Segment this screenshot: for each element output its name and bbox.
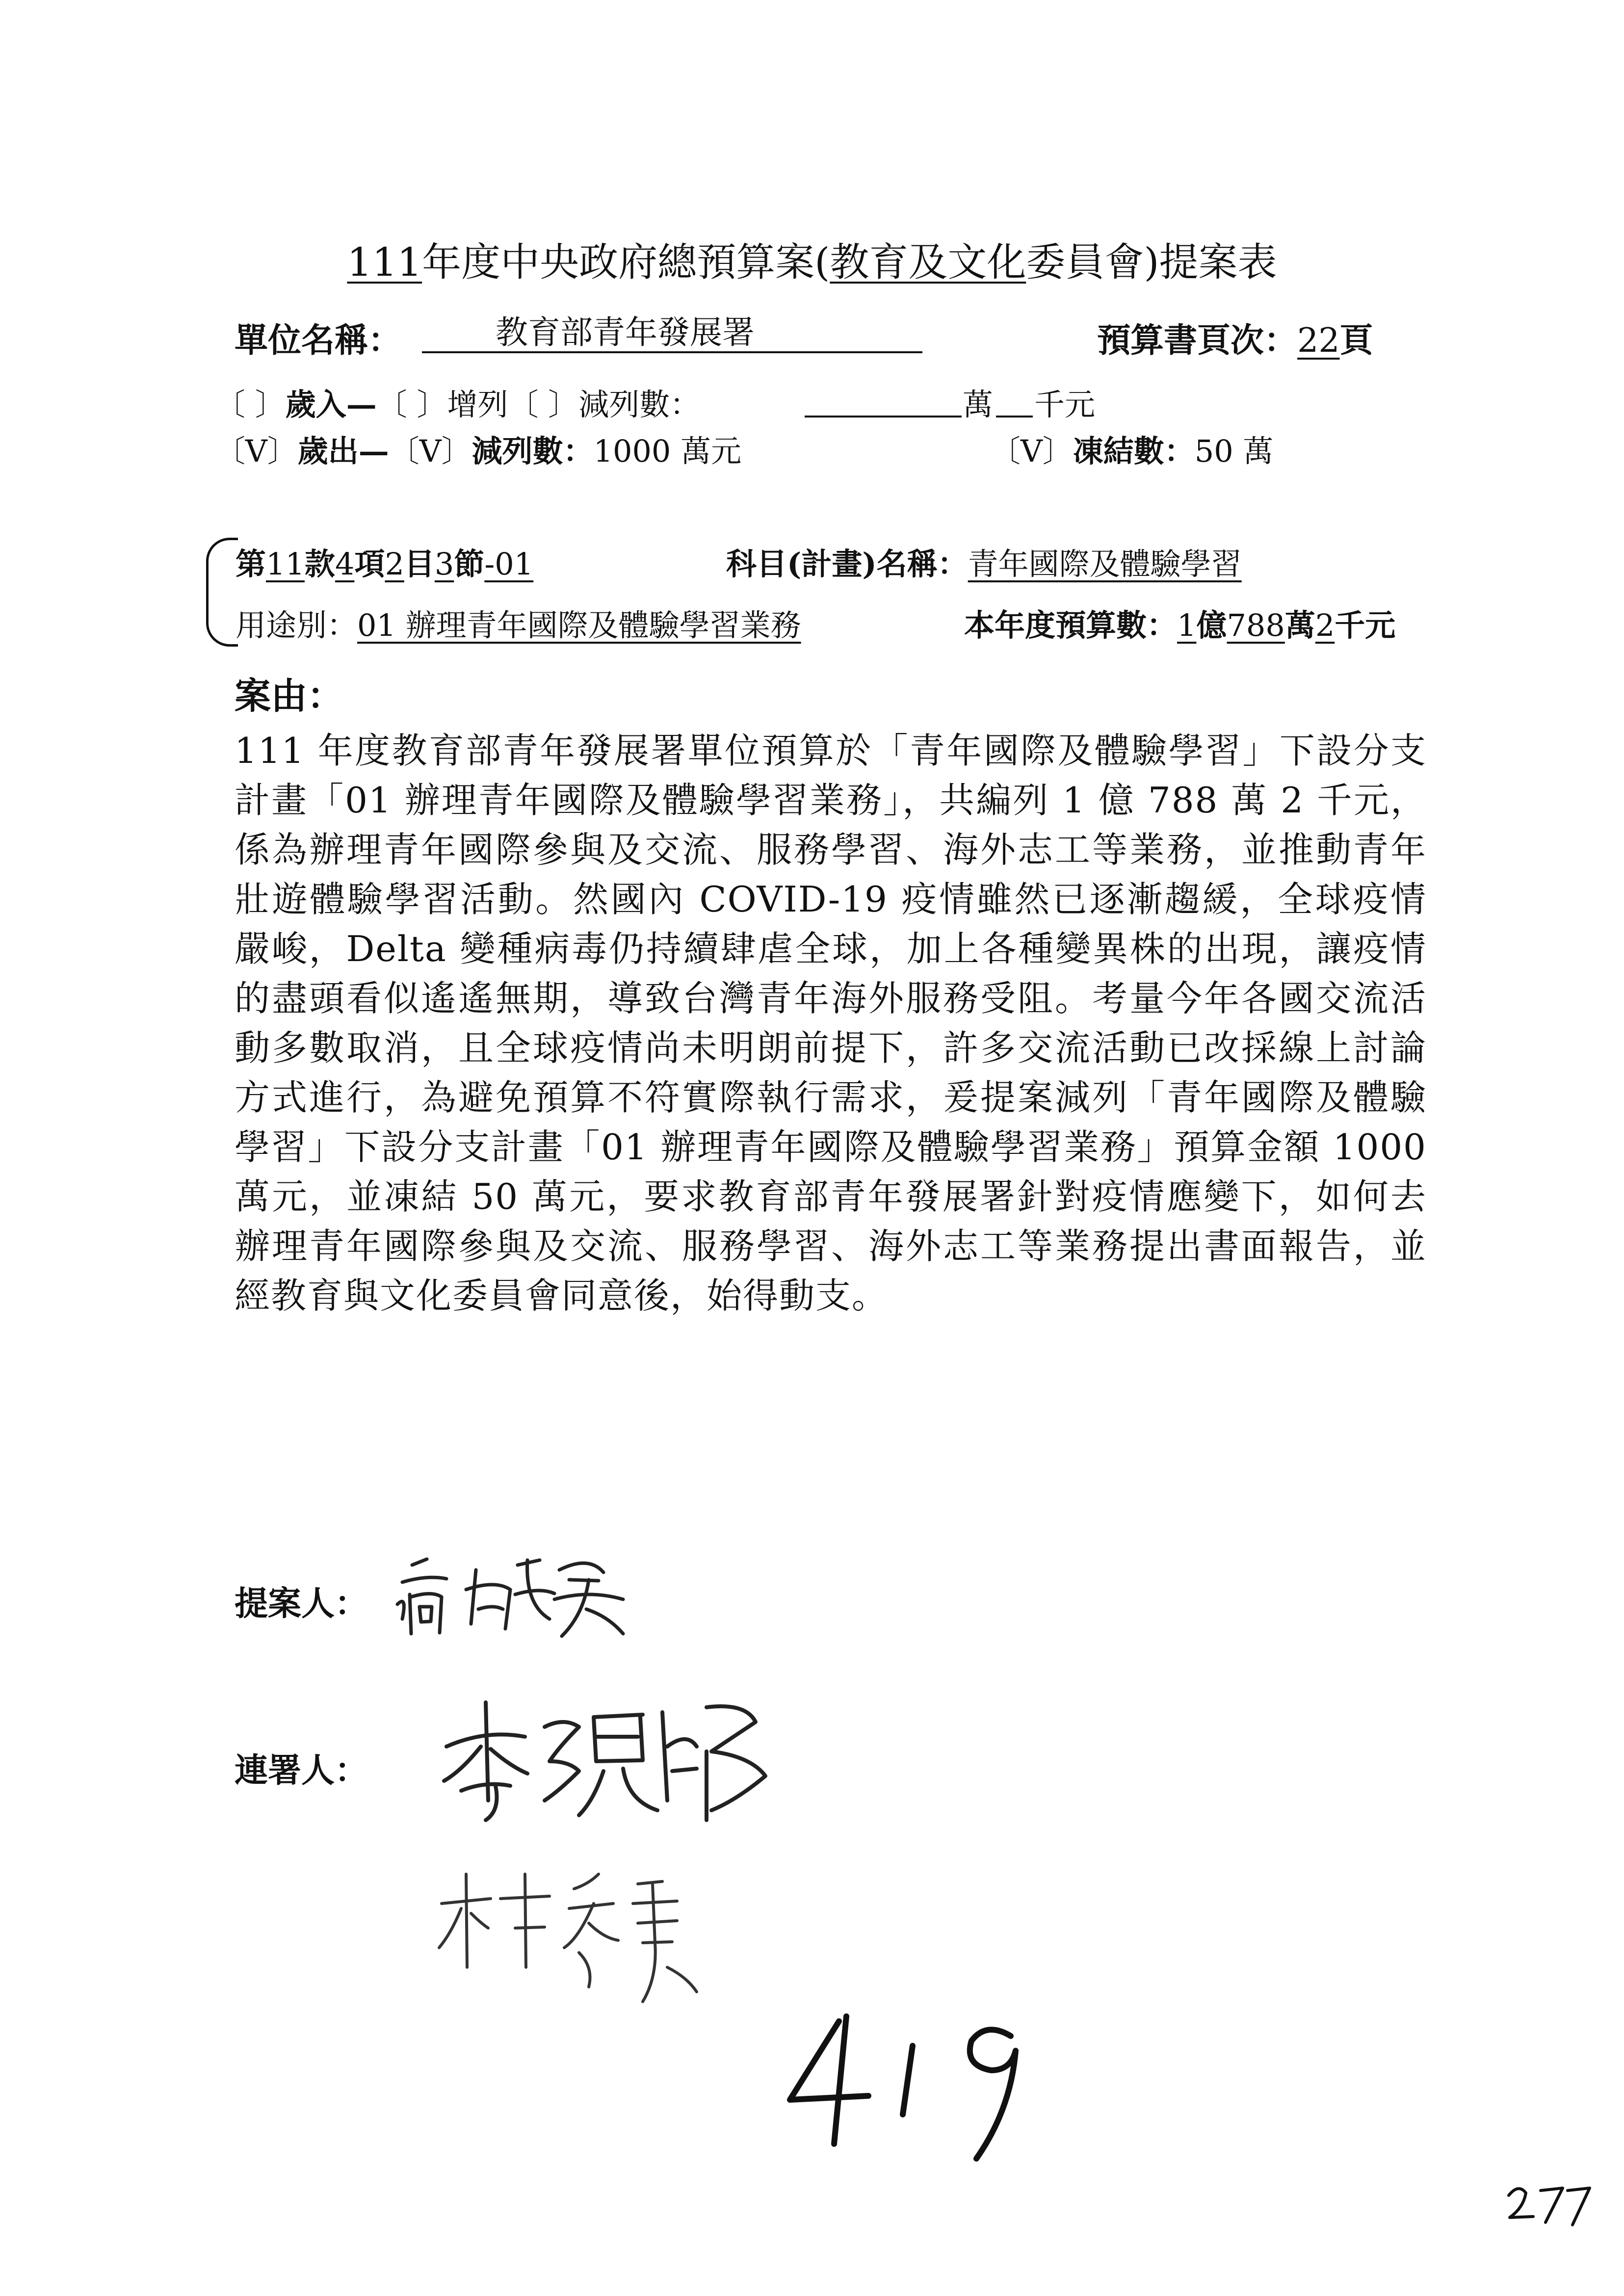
unit-name-value: 教育部青年發展署 bbox=[496, 313, 755, 351]
expenditure-label: 歲出— bbox=[297, 433, 389, 469]
budget-page-ref bbox=[1097, 314, 1373, 362]
handwritten-number bbox=[780, 2002, 1045, 2164]
subject-kuan-value: 11 bbox=[266, 546, 305, 582]
subject-mu-value: 2 bbox=[385, 546, 404, 582]
freeze-amount: 50 萬 bbox=[1194, 433, 1274, 469]
revenue-qian-unit: 千元 bbox=[1034, 387, 1096, 422]
expenditure-decrease-amount: 1000 萬元 bbox=[593, 433, 742, 469]
revenue-decrease-label: 減列數： bbox=[578, 387, 701, 422]
subject-bracket bbox=[206, 538, 238, 647]
budget-qian-value: 2 bbox=[1315, 607, 1335, 643]
use-value: 01 辦理青年國際及體驗學習業務 bbox=[357, 607, 801, 643]
budget-yi-value: 1 bbox=[1177, 607, 1197, 643]
revenue-decrease-checkbox: 〔 〕 bbox=[508, 387, 579, 422]
subject-suffix: -01 bbox=[484, 546, 534, 582]
revenue-label: 歲入— bbox=[285, 387, 377, 422]
use-label: 用途別： bbox=[236, 607, 358, 643]
title-part2: 委員會)提案表 bbox=[1026, 239, 1277, 285]
expenditure-decrease-checkbox: 〔V〕 bbox=[389, 433, 472, 469]
freeze-line bbox=[990, 427, 1273, 470]
use-line bbox=[236, 601, 801, 645]
document-title bbox=[0, 231, 1624, 287]
expenditure-line bbox=[215, 427, 741, 470]
unit-name-field bbox=[422, 314, 922, 353]
cosigner-label: 連署人： bbox=[235, 1751, 368, 1790]
budget-wan-value: 788 bbox=[1227, 607, 1285, 643]
budget-label: 本年度預算數： bbox=[964, 607, 1178, 643]
subject-di: 第 bbox=[236, 546, 266, 582]
proposer-signature bbox=[393, 1536, 648, 1644]
subject-name-label: 科目(計畫)名稱： bbox=[726, 546, 968, 582]
revenue-line bbox=[215, 380, 701, 422]
reason-heading: 案由： bbox=[235, 675, 343, 717]
subject-xiang-unit: 項 bbox=[354, 546, 385, 582]
title-year: 111 bbox=[347, 239, 422, 285]
revenue-wan-unit: 萬 bbox=[963, 387, 994, 422]
budget-page-value: 22 bbox=[1297, 321, 1340, 360]
reason-text: 111 年度教育部青年發展署單位預算於「青年國際及體驗學習」下設分支計畫「01 辦理青年國際及體驗學習業務」，共編列 1 億 788 萬 2 千元，係為辦理青年國際參與及交流、服務學習、海外志工等業務，並推動青年壯遊體驗學習活動。然國內 COVID-19 疫情雖然已逐漸趨緩，全球疫情嚴峻，Delta 變種病毒仍持續肆虐全球，加上各種變異株的出現，讓疫情的盡頭看似遙遙無期，導致台灣青年海外服務受阻。考量今年各國交流活動多數取消，且全球疫情尚未明朗前提下，許多交流活動已改採線上討論方式進行，為避免預算不符實際執行需求，爰提案減列「青年國際及體驗學習」下設分支計畫「01 辦理青年國際及體驗學習業務」預算金額 1000 萬元，並凍結 50 萬元，要求教育部青年發展署針對疫情應變下，如何去辦理青年國際參與及交流、服務學習、海外志工等業務提出書面報告，並經教育與文化委員會同意後，始得動支。 bbox=[235, 730, 1427, 1316]
expenditure-decrease-label: 減列數： bbox=[471, 433, 594, 469]
revenue-increase-checkbox: 〔 〕 bbox=[376, 387, 447, 422]
budget-yi-unit: 億 bbox=[1196, 607, 1227, 643]
page-number bbox=[1504, 2173, 1602, 2227]
subject-name bbox=[726, 540, 1242, 583]
budget-qian-unit: 千元 bbox=[1335, 607, 1396, 643]
budget-wan-unit: 萬 bbox=[1284, 607, 1315, 643]
subject-xiang-value: 4 bbox=[335, 546, 355, 582]
budget-amount-line bbox=[964, 601, 1395, 645]
budget-page-label: 預算書頁次： bbox=[1097, 321, 1298, 360]
freeze-checkbox: 〔V〕 bbox=[990, 433, 1073, 469]
subject-jie-value: 3 bbox=[434, 546, 454, 582]
cosigner-signature-2 bbox=[432, 1854, 736, 2011]
subject-line bbox=[236, 540, 533, 583]
subject-jie-unit: 節 bbox=[454, 546, 485, 582]
revenue-qian-blank bbox=[996, 380, 1033, 419]
budget-page-unit: 頁 bbox=[1339, 321, 1373, 360]
revenue-qian-value bbox=[996, 380, 1033, 417]
title-committee: 教育及文化 bbox=[830, 239, 1026, 285]
revenue-checkbox: 〔 〕 bbox=[215, 387, 286, 422]
cosigner-signature-1 bbox=[432, 1688, 795, 1825]
freeze-label: 凍結數： bbox=[1073, 433, 1195, 469]
subject-name-value: 青年國際及體驗學習 bbox=[968, 546, 1242, 582]
revenue-amount-blank bbox=[805, 380, 962, 419]
unit-label: 單位名稱： bbox=[235, 321, 402, 360]
subject-mu-unit: 目 bbox=[404, 546, 435, 582]
expenditure-checkbox: 〔V〕 bbox=[215, 433, 298, 469]
revenue-amount-value bbox=[805, 380, 962, 417]
revenue-increase-label: 增列 bbox=[447, 387, 508, 422]
title-part1: 年度中央政府總預算案( bbox=[422, 239, 830, 285]
proposer-label: 提案人： bbox=[235, 1584, 368, 1623]
subject-kuan-unit: 款 bbox=[304, 546, 335, 582]
